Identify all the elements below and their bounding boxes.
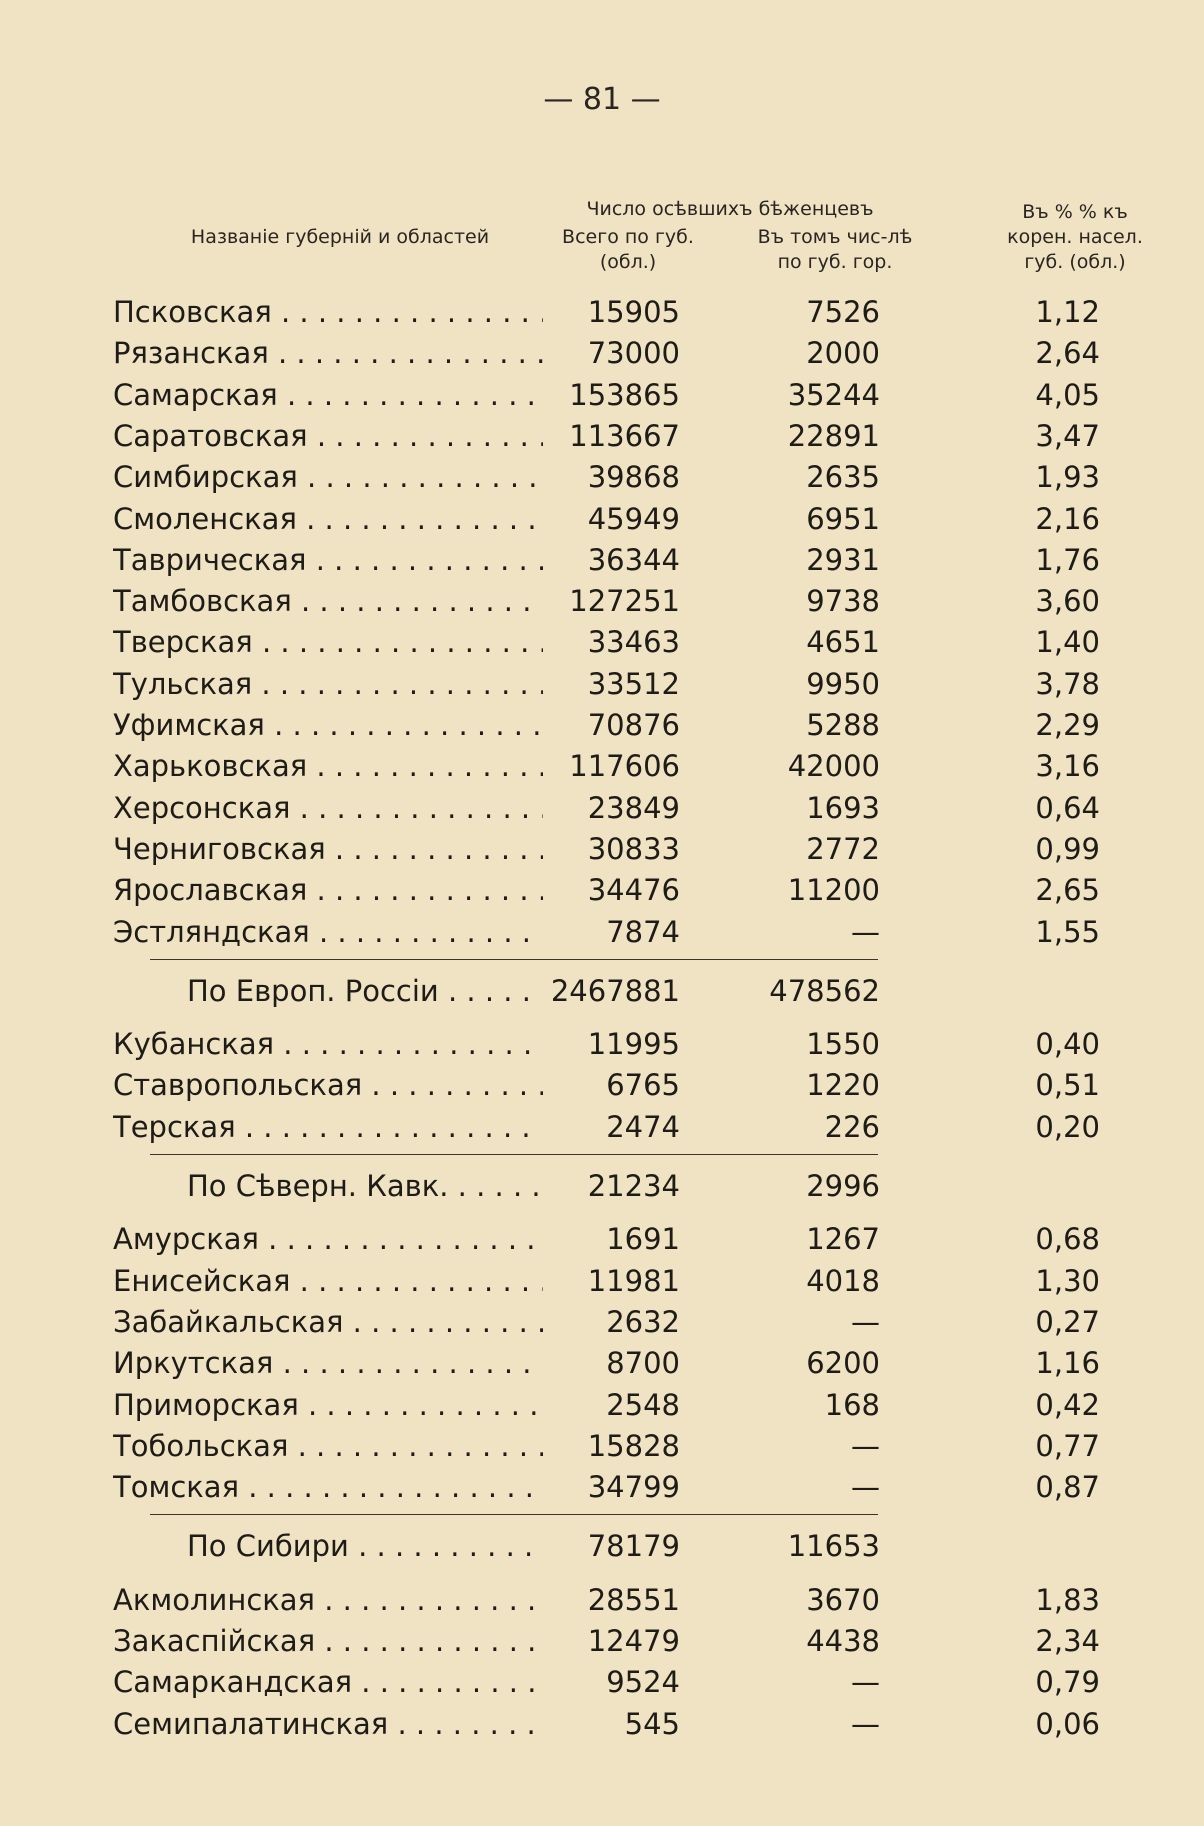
summary-name: По Сибири . . .: [187, 1526, 542, 1566]
region-name: Ставропольская . . .: [113, 1065, 543, 1105]
percent-value: 1,83: [1035, 1582, 1100, 1617]
table-row: [0, 457, 1204, 497]
total-value: 8700: [606, 1346, 680, 1381]
city-value: —: [851, 914, 880, 949]
total-value: 33463: [587, 625, 680, 660]
percent-value: 1,40: [1035, 625, 1100, 660]
city-value: 168: [824, 1387, 880, 1422]
table-row: [0, 375, 1204, 415]
city-value: 35244: [787, 377, 880, 412]
percent-value: 1,30: [1035, 1263, 1100, 1298]
table-row: [0, 1343, 1204, 1383]
total-value: 36344: [587, 542, 680, 577]
total-value: 2632: [606, 1304, 680, 1339]
percent-value: 0,79: [1035, 1665, 1100, 1700]
city-value: 1550: [806, 1027, 880, 1062]
region-name: Тамбовская . . .: [113, 581, 543, 621]
city-value: 2996: [806, 1169, 880, 1203]
region-name: Амурская . . .: [113, 1219, 543, 1259]
table-row: [0, 1426, 1204, 1466]
percent-value: 0,77: [1035, 1428, 1100, 1463]
table-row: [0, 499, 1204, 539]
table-row: [0, 912, 1204, 952]
total-value: 33512: [587, 666, 680, 701]
summary-name: По Сѣверн. Кавк. . . .: [187, 1166, 542, 1206]
table-row: [0, 1219, 1204, 1259]
city-value: —: [851, 1706, 880, 1741]
percent-value: 0,42: [1035, 1387, 1100, 1422]
total-value: 23849: [587, 790, 680, 825]
table-row: [0, 1302, 1204, 1342]
city-value: 4438: [806, 1624, 880, 1658]
table-row: [0, 1662, 1204, 1702]
column-header-city: Въ томъ чис-лѣ по губ. гор.: [757, 226, 913, 273]
page-number: — 81 —: [543, 82, 661, 117]
region-name: Тобольская . . .: [113, 1426, 543, 1466]
city-value: 478562: [769, 973, 880, 1008]
table-row: [0, 416, 1204, 456]
city-value: 42000: [787, 749, 880, 784]
region-name: Саратовская . . .: [113, 416, 543, 456]
table-row: [0, 1261, 1204, 1301]
city-value: —: [851, 1470, 880, 1505]
table-row: [0, 829, 1204, 869]
region-name: Семипалатинская . . .: [113, 1704, 543, 1744]
percent-value: 0,06: [1035, 1706, 1100, 1741]
total-value: 12479: [587, 1624, 680, 1658]
city-value: 2931: [806, 542, 880, 577]
total-value: 117606: [569, 749, 680, 784]
column-header-name: Названіе губерній и областей: [190, 226, 490, 248]
table-row: [0, 1385, 1204, 1425]
city-value: 226: [824, 1109, 880, 1144]
region-name: Симбирская . . .: [113, 457, 543, 497]
table-row: [0, 1107, 1204, 1147]
city-value: 9738: [806, 584, 880, 619]
city-value: 6200: [806, 1346, 880, 1381]
region-name: Уфимская . . .: [113, 705, 543, 745]
region-name: Смоленская . . .: [113, 499, 543, 539]
city-value: 1693: [806, 790, 880, 825]
total-value: 9524: [606, 1665, 680, 1700]
city-value: 1267: [806, 1222, 880, 1257]
table-row: [0, 540, 1204, 580]
summary-row: [0, 1526, 1204, 1566]
table-row: [0, 664, 1204, 704]
region-name: Иркутская . . .: [113, 1343, 543, 1383]
city-value: 3670: [806, 1582, 880, 1617]
total-value: 78179: [587, 1529, 680, 1564]
percent-value: 1,76: [1035, 542, 1100, 577]
city-value: 1220: [806, 1068, 880, 1103]
region-name: Кубанская . . .: [113, 1024, 543, 1064]
column-header-percent: Въ % % къ корен. насел. губ. (обл.): [1007, 201, 1143, 273]
table-row: [0, 1024, 1204, 1064]
city-value: 2635: [806, 460, 880, 495]
table-row: [0, 1467, 1204, 1507]
table-row: [0, 1065, 1204, 1105]
percent-value: 2,64: [1035, 336, 1100, 371]
table-row: [0, 746, 1204, 786]
total-value: 11981: [587, 1263, 680, 1298]
table-row: [0, 705, 1204, 745]
city-value: 9950: [806, 666, 880, 701]
percent-value: 2,29: [1035, 708, 1100, 742]
city-value: 2000: [806, 336, 880, 371]
region-name: Приморская . . .: [113, 1385, 543, 1425]
city-value: —: [851, 1428, 880, 1463]
city-value: 2772: [806, 831, 880, 866]
section-divider: [150, 959, 878, 960]
table-row: [0, 870, 1204, 910]
region-name: Тульская . . .: [113, 664, 543, 704]
table-row: [0, 581, 1204, 621]
percent-value: 2,34: [1035, 1624, 1100, 1658]
region-name: Закаспійская . . .: [113, 1621, 543, 1661]
percent-value: 1,55: [1035, 914, 1100, 949]
city-value: 11200: [787, 873, 880, 908]
region-name: Тверская . . .: [113, 622, 543, 662]
total-value: 1691: [606, 1222, 680, 1257]
percent-value: 0,99: [1035, 831, 1100, 866]
total-value: 6765: [606, 1068, 680, 1103]
percent-value: 3,16: [1035, 749, 1100, 784]
region-name: Эстляндская . . .: [113, 912, 543, 952]
percent-value: 3,60: [1035, 584, 1100, 619]
city-value: 7526: [806, 295, 880, 329]
city-value: —: [851, 1665, 880, 1700]
region-name: Ярославская . . .: [113, 870, 543, 910]
percent-value: 1,16: [1035, 1346, 1100, 1381]
total-value: 30833: [587, 831, 680, 866]
summary-row: [0, 971, 1204, 1011]
summary-name: По Европ. Россіи . . .: [187, 971, 542, 1011]
percent-value: 0,20: [1035, 1109, 1100, 1144]
table-row: [0, 333, 1204, 373]
region-name: Рязанская . . .: [113, 333, 543, 373]
percent-value: 2,65: [1035, 873, 1100, 908]
total-value: 15828: [587, 1428, 680, 1463]
table-row: [0, 1704, 1204, 1744]
percent-value: 0,51: [1035, 1068, 1100, 1103]
total-value: 15905: [587, 295, 680, 329]
city-value: 22891: [787, 418, 880, 453]
table-row: [0, 292, 1204, 332]
region-name: Енисейская . . .: [113, 1261, 543, 1301]
percent-value: 0,87: [1035, 1470, 1100, 1505]
total-value: 11995: [587, 1027, 680, 1062]
percent-value: 1,93: [1035, 460, 1100, 495]
total-value: 39868: [587, 460, 680, 495]
total-value: 153865: [569, 377, 680, 412]
region-name: Харьковская . . .: [113, 746, 543, 786]
total-value: 545: [624, 1706, 680, 1741]
region-name: Забайкальская . . .: [113, 1302, 543, 1342]
region-name: Псковская . . .: [113, 292, 543, 332]
summary-row: [0, 1166, 1204, 1206]
region-name: Таврическая . . .: [113, 540, 543, 580]
percent-value: 1,12: [1035, 295, 1100, 329]
total-value: 21234: [587, 1169, 680, 1203]
total-value: 127251: [569, 584, 680, 619]
city-value: 5288: [806, 708, 880, 742]
region-name: Акмолинская . . .: [113, 1580, 543, 1620]
percent-value: 0,27: [1035, 1304, 1100, 1339]
percent-value: 0,64: [1035, 790, 1100, 825]
city-value: 6951: [806, 501, 880, 536]
city-value: 4651: [806, 625, 880, 660]
city-value: 11653: [787, 1529, 880, 1564]
total-value: 28551: [587, 1582, 680, 1617]
city-value: 4018: [806, 1263, 880, 1298]
table-row: [0, 1580, 1204, 1620]
section-divider: [150, 1514, 878, 1515]
total-value: 34476: [587, 873, 680, 908]
total-value: 45949: [587, 501, 680, 536]
total-value: 7874: [606, 914, 680, 949]
percent-value: 2,16: [1035, 501, 1100, 536]
table-row: [0, 788, 1204, 828]
percent-value: 0,40: [1035, 1027, 1100, 1062]
column-header-total: Всего по губ. (обл.): [562, 226, 694, 273]
table-row: [0, 622, 1204, 662]
total-value: 70876: [587, 708, 680, 742]
region-name: Черниговская . . .: [113, 829, 543, 869]
column-group-header: Число осѣвшихъ бѣженцевъ: [586, 198, 874, 220]
region-name: Самаркандская . . .: [113, 1662, 543, 1702]
total-value: 34799: [587, 1470, 680, 1505]
total-value: 113667: [569, 418, 680, 453]
city-value: —: [851, 1304, 880, 1339]
region-name: Самарская . . .: [113, 375, 543, 415]
region-name: Херсонская . . .: [113, 788, 543, 828]
total-value: 73000: [587, 336, 680, 371]
section-divider: [150, 1154, 878, 1155]
table-row: [0, 1621, 1204, 1661]
total-value: 2548: [606, 1387, 680, 1422]
percent-value: 4,05: [1035, 377, 1100, 412]
total-value: 2474: [606, 1109, 680, 1144]
percent-value: 3,47: [1035, 418, 1100, 453]
percent-value: 0,68: [1035, 1222, 1100, 1257]
total-value: 2467881: [550, 973, 680, 1008]
percent-value: 3,78: [1035, 666, 1100, 701]
region-name: Томская . . .: [113, 1467, 543, 1507]
region-name: Терская . . .: [113, 1107, 543, 1147]
